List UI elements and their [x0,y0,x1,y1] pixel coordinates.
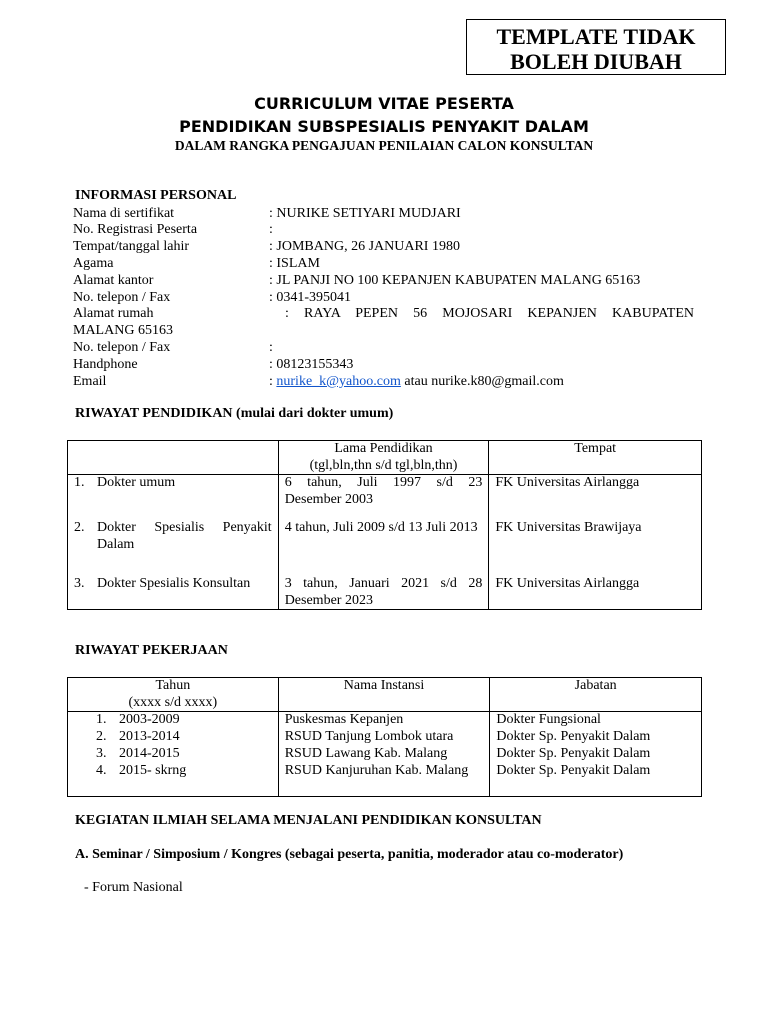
field-label: Alamat rumah [73,306,154,321]
field-label: No. Registrasi Peserta [73,222,198,237]
field-value-cont: MALANG 65163 [73,323,173,338]
cv-title: CURRICULUM VITAE PESERTA [254,94,514,113]
position-list [490,712,702,797]
field-value: : JL PANJI NO 100 KEPANJEN KABUPATEN MALANG 65163 [269,273,641,288]
field-office-phone [73,289,698,306]
program-title: PENDIDIKAN SUBSPESIALIS PENYAKIT DALAM [179,117,589,136]
education-table [67,440,702,610]
education-heading: RIWAYAT PENDIDIKAN (mulai dari dokter umum) [75,406,394,421]
header-position: Jabatan [490,678,702,712]
header-place: Tempat [489,441,702,475]
field-birth-place-date [73,238,698,255]
table-header-row [68,678,702,712]
header-year: Tahun (xxxx s/d xxxx) [68,678,279,712]
list-item: RSUD Kanjuruhan Kab. Malang [284,763,469,778]
institution-list [278,712,490,797]
list-item: Dokter Sp. Penyakit Dalam [496,763,651,778]
notice-line-2: BOLEH DIUBAH [510,49,682,74]
personal-info-heading: INFORMASI PERSONAL [75,188,237,203]
field-label: Agama [73,256,114,271]
year-list [68,712,279,797]
header-empty [68,441,279,475]
field-religion [73,255,698,272]
list-item: 3. Dokter Spesialis Konsultan [74,576,251,591]
field-value: : nurike_k@yahoo.com atau nurike.k80@gmail.com [269,374,564,389]
email-link[interactable]: nurike_k@yahoo.com [276,374,401,389]
table-row [68,712,702,797]
field-label: Alamat kantor [73,273,154,288]
table-row [68,475,702,610]
list-item: Dokter Fungsional [496,712,601,727]
list-item: 4 tahun, Juli 2009 s/d 13 Juli 2013 [284,520,478,535]
list-item: 1. 2003-2009 [96,712,180,727]
field-registration-number [73,221,698,238]
purpose-subtitle: DALAM RANGKA PENGAJUAN PENILAIAN CALON KONSULTAN [174,138,594,153]
field-office-address [73,272,698,289]
field-certificate-name [73,205,698,222]
field-value: : ISLAM [269,256,320,271]
field-label: Nama di sertifikat [73,206,175,221]
education-level-list [68,475,279,610]
list-item: 2. 2013-2014 [96,729,180,744]
list-item-national-forum: - Forum Nasional [84,880,183,895]
field-value: : NURIKE SETIYARI MUDJARI [269,206,461,221]
work-table [67,677,702,797]
field-value: : 0341-395041 [269,290,352,305]
header-duration: Lama Pendidikan (tgl,bln,thn s/d tgl,bln,thn) [278,441,489,475]
list-item: 1. Dokter umum [74,475,176,490]
list-item: 4. 2015- skrng [96,763,187,778]
list-item: RSUD Lawang Kab. Malang [284,746,448,761]
list-item: 3 tahun, Januari 2021 s/d 28 Desember 2023 [284,576,483,608]
list-item: Puskesmas Kepanjen [284,712,404,727]
field-value: : RAYA PEPEN 56 MOJOSARI KEPANJEN KABUPATEN [285,306,694,321]
field-home-address [73,305,698,322]
list-item: Dokter Sp. Penyakit Dalam [496,729,651,744]
work-heading: RIWAYAT PEKERJAAN [75,643,228,658]
table-header-row [68,441,702,475]
field-handphone [73,356,698,373]
field-label: Handphone [73,357,138,372]
field-label: Email [73,374,107,389]
email-alt: atau nurike.k80@gmail.com [404,374,564,389]
home-address-continuation [73,322,698,339]
template-notice-box [466,19,726,75]
scientific-activity-heading: KEGIATAN ILMIAH SELAMA MENJALANI PENDIDIKAN KONSULTAN [75,813,542,828]
field-label: Tempat/tanggal lahir [73,239,190,254]
list-item: FK Universitas Brawijaya [495,520,642,535]
list-item: 6 tahun, Juli 1997 s/d 23 Desember 2003 [284,475,483,507]
field-label: No. telepon / Fax [73,290,171,305]
education-place-list [489,475,702,610]
list-item: Dokter Sp. Penyakit Dalam [496,746,651,761]
list-item: FK Universitas Airlangga [495,576,640,591]
field-value: : [269,222,273,237]
list-item: FK Universitas Airlangga [495,475,640,490]
seminar-subheading: A. Seminar / Simposium / Kongres (sebagai peserta, panitia, moderador atau co-moderator) [75,847,624,862]
field-value: : [269,340,273,355]
list-item: 3. 2014-2015 [96,746,180,761]
field-value: : JOMBANG, 26 JANUARI 1980 [269,239,460,254]
field-label: No. telepon / Fax [73,340,171,355]
field-home-phone [73,339,698,356]
education-duration-list [278,475,489,610]
notice-line-1: TEMPLATE TIDAK [496,24,696,49]
header-institution: Nama Instansi [278,678,490,712]
field-email [73,373,698,390]
list-item: RSUD Tanjung Lombok utara [284,729,454,744]
list-item: 2. Dokter Spesialis Penyakit Dalam [74,520,272,552]
field-value: : 08123155343 [269,357,354,372]
